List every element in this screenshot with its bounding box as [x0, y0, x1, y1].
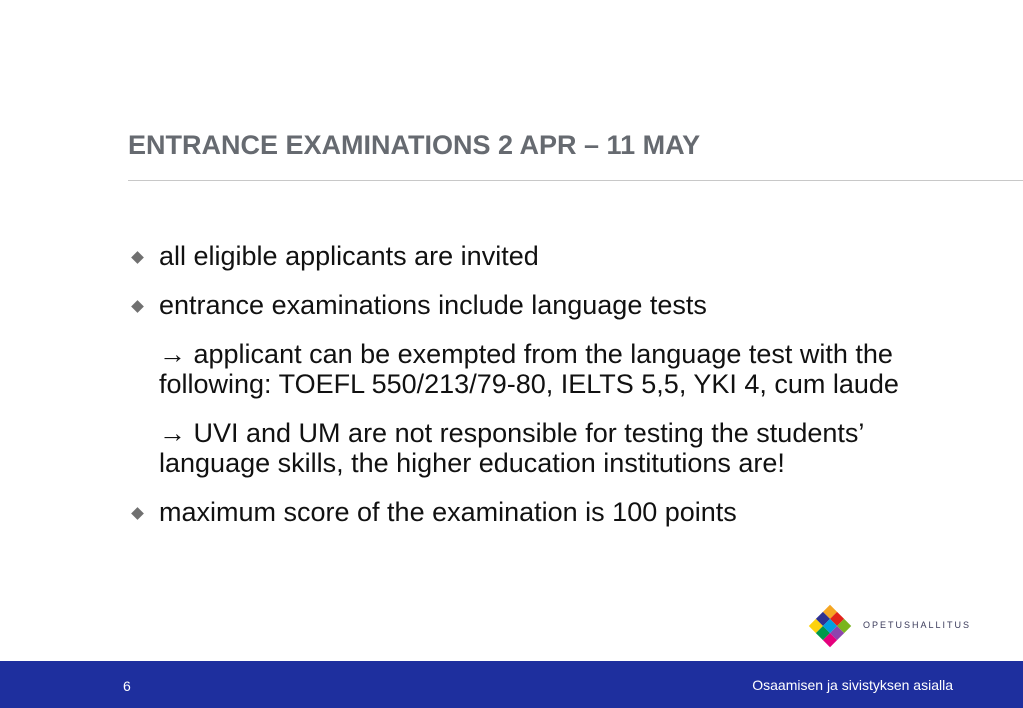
sub-item	[130, 418, 904, 478]
slide-title: ENTRANCE EXAMINATIONS 2 APR – 11 MAY	[128, 130, 701, 160]
bullet-item	[130, 241, 930, 271]
bullet-text: maximum score of the examination is 100 points	[159, 497, 737, 527]
bullet-item	[130, 290, 930, 320]
title-divider	[128, 180, 1023, 181]
slide-content	[130, 241, 930, 546]
bullet-text: all eligible applicants are invited	[159, 241, 539, 271]
bullet-item	[130, 497, 930, 527]
diamond-bullet-icon	[131, 507, 144, 520]
diamond-bullet-icon	[131, 300, 144, 313]
sub-item-text: → UVI and UM are not responsible for testing the students’ language skills, the higher education institutions are!	[159, 418, 864, 478]
sub-item	[130, 339, 904, 399]
bullet-text: entrance examinations include language tests	[159, 290, 707, 320]
sub-item-text: → applicant can be exempted from the language test with the following: TOEFL 550/213/79-80, IELTS 5,5, YKI 4, cum laude	[159, 339, 899, 399]
diamond-bullet-icon	[131, 251, 144, 264]
page-number: 6	[123, 678, 131, 694]
footer-slogan: Osaamisen ja sivistyksen asialla	[752, 677, 953, 693]
logo-text: OPETUSHALLITUS	[863, 620, 972, 630]
opetushallitus-logo-icon	[806, 602, 854, 650]
